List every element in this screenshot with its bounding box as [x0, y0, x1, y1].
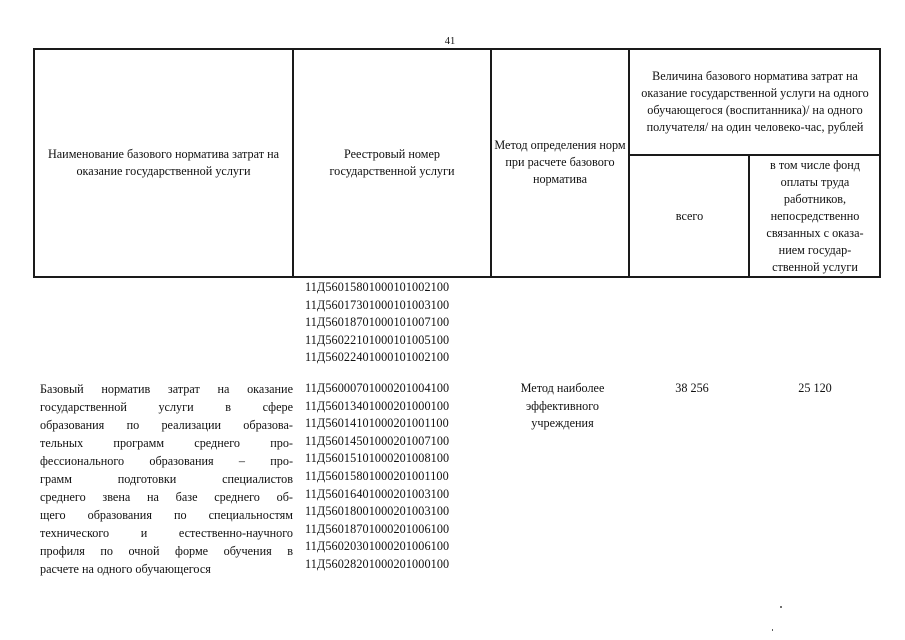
header-value-group-cell: [631, 50, 879, 154]
norm-name-line: грамм подготовки специалистов: [40, 472, 293, 486]
method-cell: [495, 380, 630, 433]
registry-code: 11Д56018701000101007100: [305, 315, 450, 330]
registry-code: 11Д56014501000201007100: [305, 433, 450, 448]
registry-code: 11Д56017301000101003100: [305, 297, 450, 312]
column-divider-3: [628, 48, 630, 277]
previous-codes-list: [305, 279, 449, 367]
header-value-group-label: Величина базового норматива затрат на оказание государственной услуги на одного обучающегося (воспитанника)/ на одного получателя/ на один человеко-час, рублей: [641, 69, 869, 134]
registry-code: 11Д56015801000101002100: [305, 280, 450, 294]
norm-name-line: технического и естественно-научного: [40, 526, 293, 540]
header-total-cell: [631, 157, 748, 275]
header-registry-label: Реестровый номер государственной услуги: [329, 146, 455, 178]
column-divider-4: [748, 154, 750, 277]
column-divider-1: [292, 48, 294, 277]
norm-name-line: государственной услуги в сфере: [40, 400, 293, 414]
header-registry-cell: [295, 50, 489, 275]
scan-speck: [772, 629, 773, 631]
subheader-divider: [628, 154, 881, 156]
registry-code: 11Д56018701000201006100: [305, 521, 450, 536]
norm-name-line: профиля по очной форме обучения в: [40, 544, 293, 558]
registry-code: 11Д56028201000201000100: [305, 556, 450, 571]
norm-name-line: расчете на одного обучающегося: [40, 562, 211, 576]
norm-name-line: Базовый норматив затрат на оказание: [40, 382, 293, 396]
header-method-label: Метод определения норм при расчете базового норматива: [494, 138, 626, 186]
header-method-cell: [492, 50, 628, 275]
table-header-bottom-border: [33, 276, 881, 278]
table-right-border: [879, 48, 881, 277]
header-wage-fund-cell: [751, 157, 879, 275]
registry-code: 11Д56018001000201003100: [305, 504, 450, 519]
registry-code: 11Д56013401000201000100: [305, 398, 450, 413]
norm-name-line: среднего звена на базе среднего об-: [40, 490, 293, 504]
registry-code: 11Д56000701000201004100: [305, 381, 450, 395]
header-total-label: всего: [675, 208, 704, 223]
norm-name-line: тельных программ среднего про-: [40, 436, 293, 450]
header-wage-fund-label: в том числе фонд оплаты труда работников, непосредственно связанных с оказа- нием государ- ственной услуги: [766, 157, 864, 274]
header-name-cell: [36, 50, 291, 275]
registry-code: 11Д56020301000201006100: [305, 539, 450, 554]
method-text: Метод наиболее эффективного учреждения: [520, 381, 605, 431]
scan-speck: [780, 606, 782, 608]
registry-code: 11Д56014101000201001100: [305, 416, 449, 431]
norm-name-line: фессионального образования – про-: [40, 454, 293, 468]
registry-code: 11Д56022401000101002100: [305, 350, 450, 365]
header-name-label: Наименование базового норматива затрат на оказание государственной услуги: [47, 146, 280, 178]
registry-code: 11Д56016401000201003100: [305, 486, 450, 501]
registry-code: 11Д56015801000201001100: [305, 468, 449, 483]
registry-code: 11Д56022101000101005100: [305, 332, 450, 347]
page-number: 41: [444, 36, 456, 47]
wage-fund-value: 25 120: [798, 381, 832, 395]
norm-name-line: щего образования по специальностям: [40, 508, 293, 522]
total-value: 38 256: [675, 381, 709, 395]
norm-name-line: образования по реализации образова-: [40, 418, 293, 432]
registry-code: 11Д56015101000201008100: [305, 451, 450, 466]
norm-name-cell: [40, 380, 293, 578]
row-codes-list: [305, 380, 449, 574]
table-left-border: [33, 48, 35, 277]
